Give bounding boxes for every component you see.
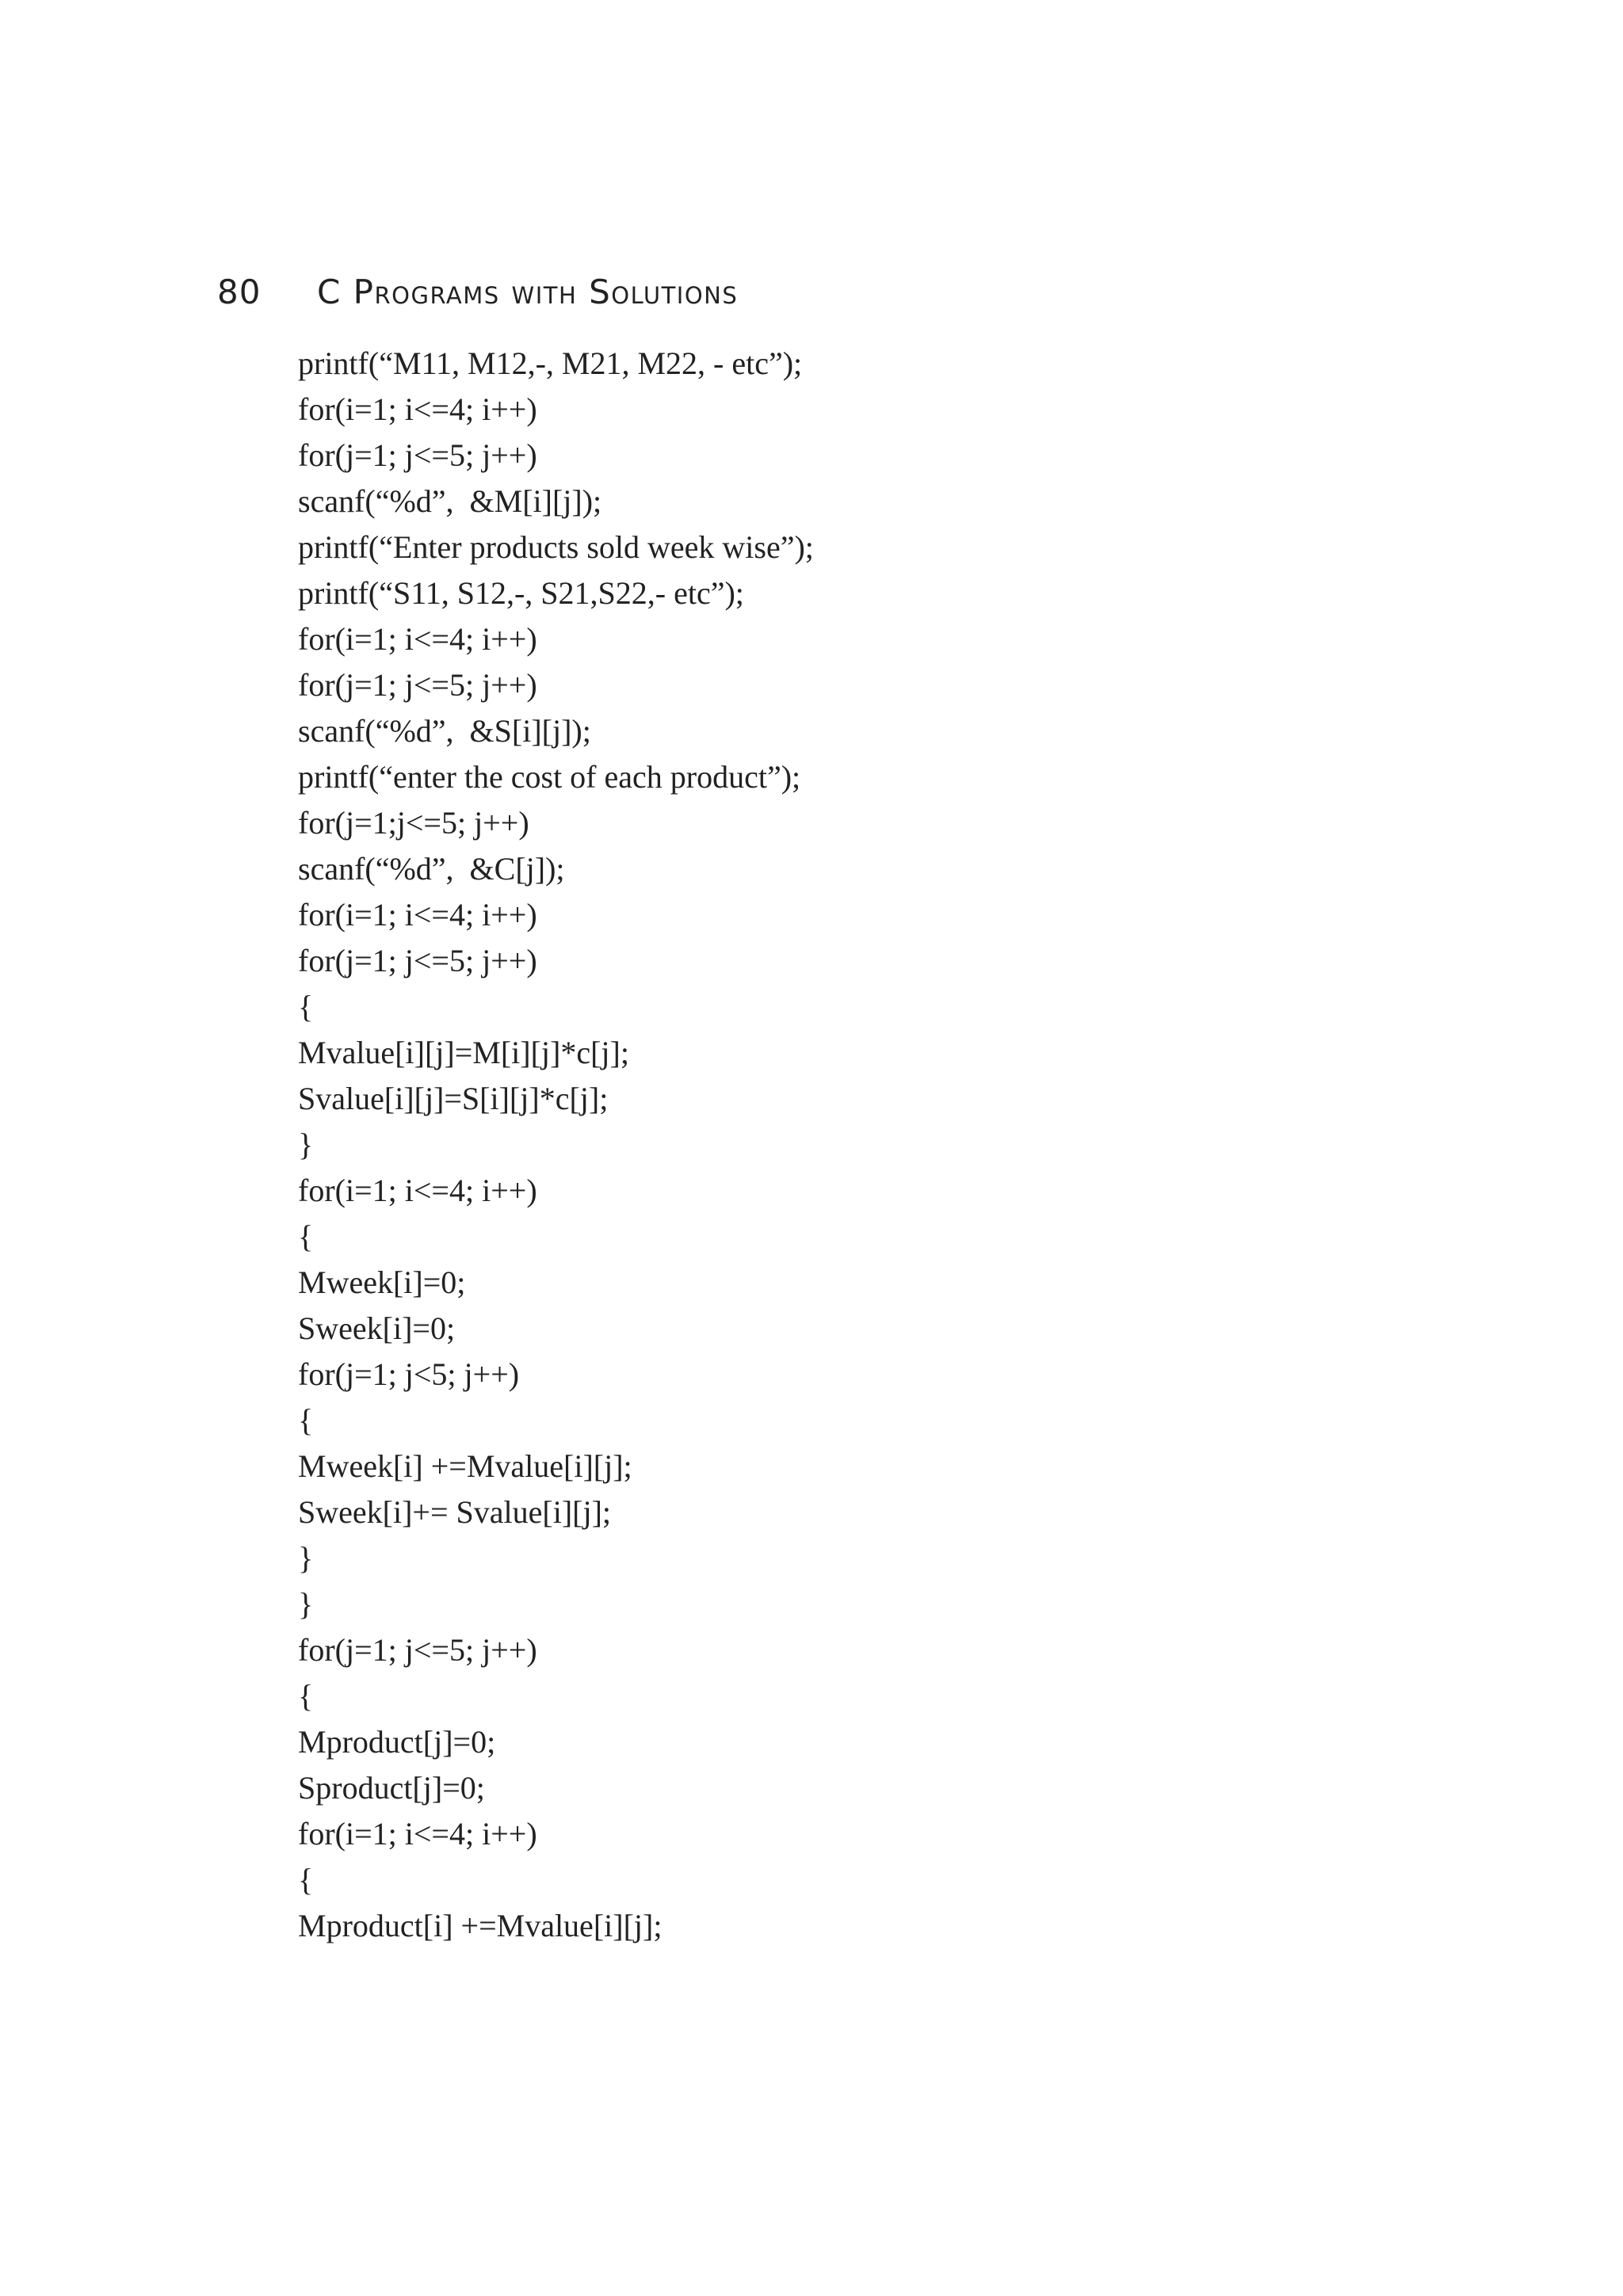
code-line: {: [298, 1402, 314, 1438]
code-line: Mproduct[j]=0;: [298, 1724, 496, 1760]
code-line: {: [298, 1678, 314, 1714]
code-line: for(i=1; i<=4; i++): [298, 897, 537, 933]
code-line: Mweek[i] +=Mvalue[i][j];: [298, 1448, 632, 1484]
code-line: scanf(“%d”, &M[i][j]);: [298, 483, 602, 519]
running-head: C Programs with Solutions: [317, 273, 739, 311]
code-line: for(j=1; j<=5; j++): [298, 1632, 537, 1668]
code-line: printf(“M11, M12,-, M21, M22, - etc”);: [298, 345, 803, 381]
code-line: for(i=1; i<=4; i++): [298, 1173, 537, 1208]
code-line: for(j=1; j<=5; j++): [298, 943, 537, 978]
code-line: scanf(“%d”, &C[j]);: [298, 851, 565, 887]
code-line: Mweek[i]=0;: [298, 1264, 466, 1300]
code-line: for(j=1;j<=5; j++): [298, 805, 529, 841]
code-line: for(i=1; i<=4; i++): [298, 621, 537, 657]
code-line: }: [298, 1540, 314, 1576]
code-line: printf(“Enter products sold week wise”);: [298, 529, 814, 565]
code-line: for(j=1; j<5; j++): [298, 1356, 520, 1392]
code-line: Sweek[i]+= Svalue[i][j];: [298, 1494, 611, 1530]
code-line: printf(“enter the cost of each product”);: [298, 759, 801, 795]
code-line: scanf(“%d”, &S[i][j]);: [298, 713, 591, 749]
code-line: }: [298, 1127, 314, 1162]
code-line: Mvalue[i][j]=M[i][j]*c[j];: [298, 1035, 629, 1070]
page-header: [217, 273, 738, 320]
code-line: for(i=1; i<=4; i++): [298, 1816, 537, 1852]
page-number: 80: [217, 273, 262, 311]
code-line: Mproduct[i] +=Mvalue[i][j];: [298, 1908, 663, 1943]
code-line: Svalue[i][j]=S[i][j]*c[j];: [298, 1081, 609, 1116]
code-line: for(j=1; j<=5; j++): [298, 437, 537, 473]
code-line: {: [298, 1862, 314, 1897]
code-line: }: [298, 1586, 314, 1622]
code-line: Sproduct[j]=0;: [298, 1770, 485, 1806]
code-line: Sweek[i]=0;: [298, 1310, 456, 1346]
code-line: for(j=1; j<=5; j++): [298, 667, 537, 703]
code-line: {: [298, 1219, 314, 1254]
code-listing: [298, 341, 814, 1949]
code-line: printf(“S11, S12,-, S21,S22,- etc”);: [298, 575, 744, 611]
code-line: {: [298, 989, 314, 1024]
code-line: for(i=1; i<=4; i++): [298, 391, 537, 427]
